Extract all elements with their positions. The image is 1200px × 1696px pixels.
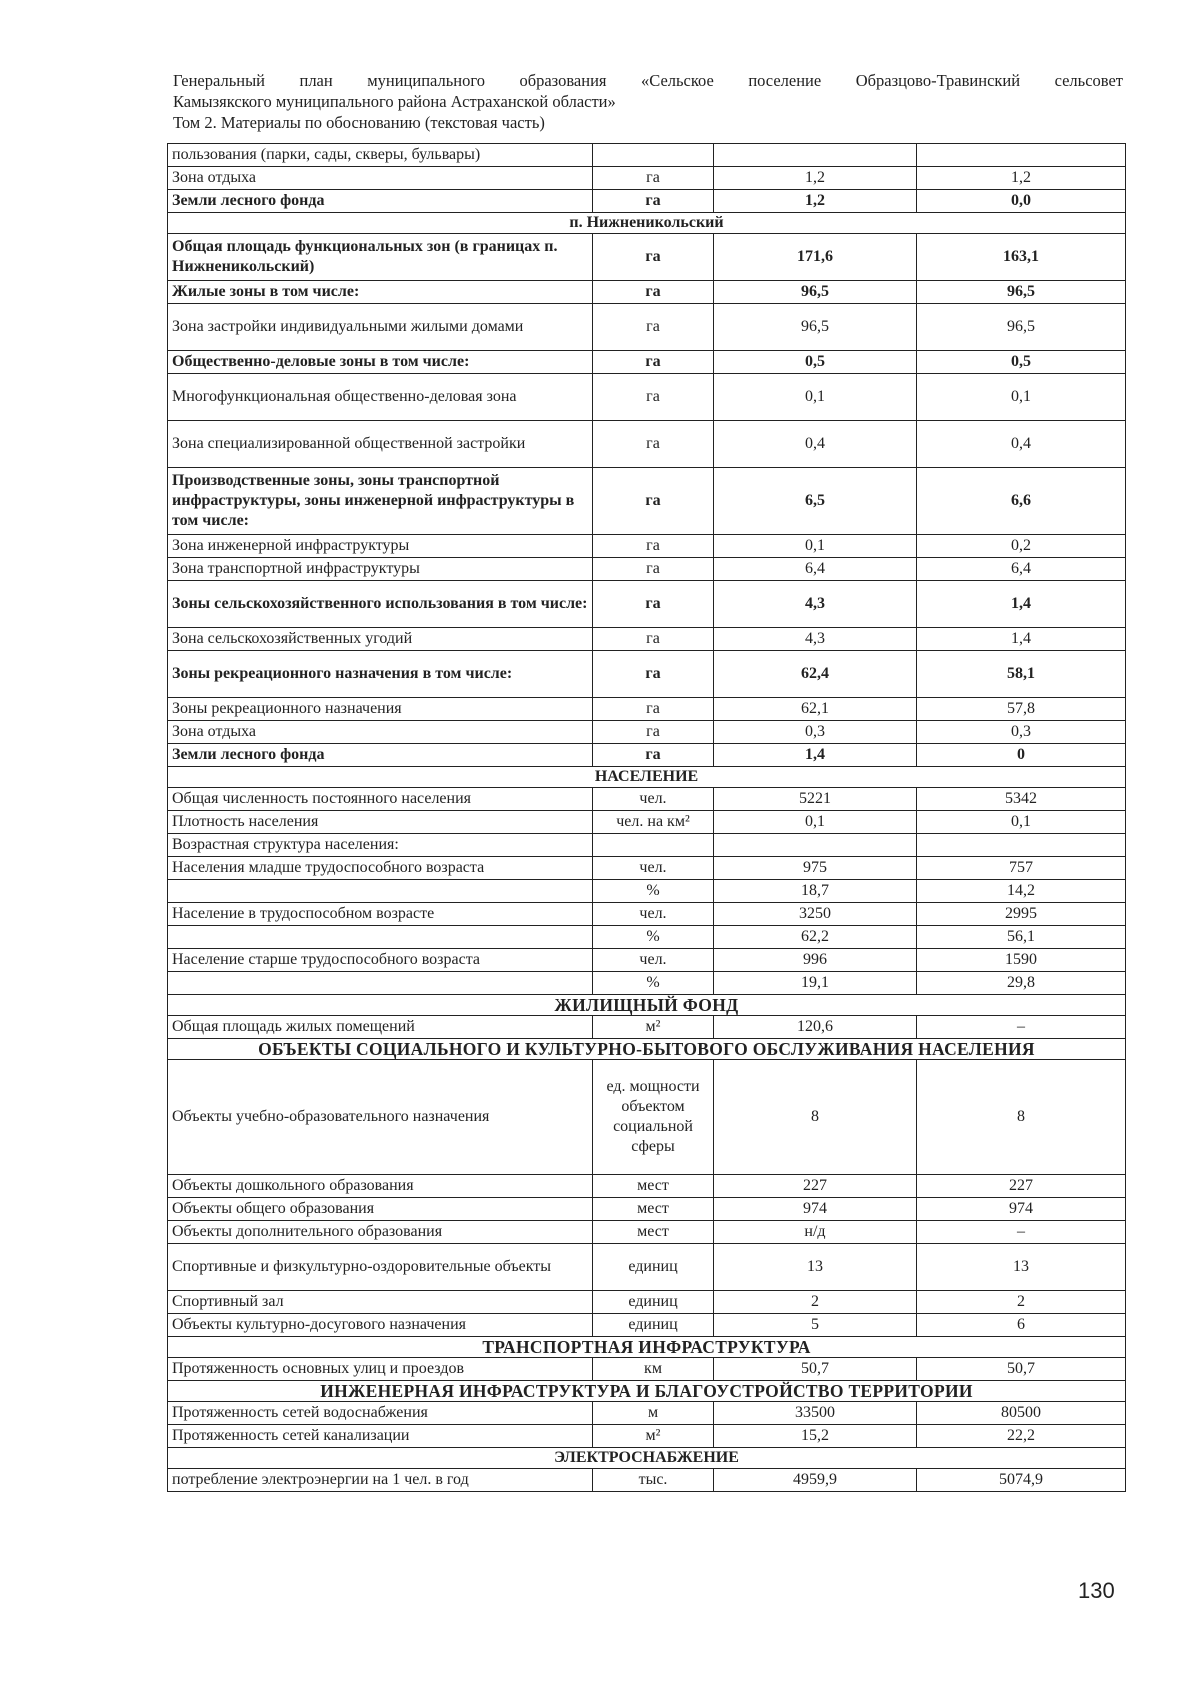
table-row <box>168 1221 1126 1244</box>
value-existing: 62,4 <box>714 651 917 698</box>
value-projected: 1,4 <box>917 628 1126 651</box>
indicator-name: Объекты общего образования <box>168 1198 593 1221</box>
section-title: п. Нижненикольский <box>168 213 1126 234</box>
indicator-name: Зоны рекреационного назначения в том числе: <box>168 651 593 698</box>
value-existing: 0,3 <box>714 721 917 744</box>
indicator-name: Зона специализированной общественной застройки <box>168 421 593 468</box>
table-row <box>168 1291 1126 1314</box>
table-row <box>168 167 1126 190</box>
value-projected: 56,1 <box>917 926 1126 949</box>
unit-of-measure: га <box>593 535 714 558</box>
indicator-name: Протяженность сетей водоснабжения <box>168 1402 593 1425</box>
unit-of-measure: чел. <box>593 903 714 926</box>
value-projected <box>917 144 1126 167</box>
unit-of-measure <box>593 834 714 857</box>
page-number: 130 <box>1078 1578 1115 1603</box>
table-row <box>168 1244 1126 1291</box>
value-projected: 2 <box>917 1291 1126 1314</box>
indicators-table-body <box>168 144 1126 1492</box>
value-existing: 227 <box>714 1175 917 1198</box>
unit-of-measure: % <box>593 926 714 949</box>
value-existing: 96,5 <box>714 304 917 351</box>
unit-of-measure: тыс. <box>593 1469 714 1492</box>
unit-of-measure: га <box>593 744 714 767</box>
table-row <box>168 1425 1126 1448</box>
section-header-row <box>168 213 1126 234</box>
value-existing: 6,4 <box>714 558 917 581</box>
table-row <box>168 304 1126 351</box>
table-row <box>168 857 1126 880</box>
table-row <box>168 281 1126 304</box>
value-projected: 96,5 <box>917 304 1126 351</box>
indicator-name <box>168 926 593 949</box>
indicator-name: Зоны сельскохозяйственного использования в том числе: <box>168 581 593 628</box>
indicator-name: Общая численность постоянного населения <box>168 788 593 811</box>
unit-of-measure: га <box>593 374 714 421</box>
indicator-name: Протяженность основных улиц и проездов <box>168 1358 593 1381</box>
table-row <box>168 949 1126 972</box>
value-existing: 33500 <box>714 1402 917 1425</box>
value-existing: 1,4 <box>714 744 917 767</box>
unit-of-measure: чел. на км² <box>593 811 714 834</box>
value-existing: 120,6 <box>714 1016 917 1039</box>
table-row <box>168 234 1126 281</box>
indicator-name: Земли лесного фонда <box>168 744 593 767</box>
indicator-name: Общая площадь жилых помещений <box>168 1016 593 1039</box>
unit-of-measure: км <box>593 1358 714 1381</box>
indicator-name <box>168 880 593 903</box>
value-projected: 8 <box>917 1060 1126 1175</box>
section-title: ОБЪЕКТЫ СОЦИАЛЬНОГО И КУЛЬТУРНО-БЫТОВОГО ОБСЛУЖИВАНИЯ НАСЕЛЕНИЯ <box>168 1039 1126 1060</box>
value-projected: 96,5 <box>917 281 1126 304</box>
value-projected: 29,8 <box>917 972 1126 995</box>
value-projected: 57,8 <box>917 698 1126 721</box>
indicator-name: Жилые зоны в том числе: <box>168 281 593 304</box>
table-row <box>168 190 1126 213</box>
indicator-name: Население старше трудоспособного возраста <box>168 949 593 972</box>
table-row <box>168 880 1126 903</box>
table-row <box>168 1198 1126 1221</box>
unit-of-measure: га <box>593 234 714 281</box>
value-existing: 0,1 <box>714 374 917 421</box>
value-projected: 974 <box>917 1198 1126 1221</box>
indicator-name: Население в трудоспособном возрасте <box>168 903 593 926</box>
table-row <box>168 744 1126 767</box>
unit-of-measure: м <box>593 1402 714 1425</box>
value-projected: 0,2 <box>917 535 1126 558</box>
table-row <box>168 1402 1126 1425</box>
value-projected <box>917 834 1126 857</box>
unit-of-measure: чел. <box>593 857 714 880</box>
indicator-name: Зоны рекреационного назначения <box>168 698 593 721</box>
value-projected: 6,4 <box>917 558 1126 581</box>
value-projected: 227 <box>917 1175 1126 1198</box>
value-existing: 62,2 <box>714 926 917 949</box>
value-existing: 0,1 <box>714 811 917 834</box>
unit-of-measure: га <box>593 558 714 581</box>
value-existing: 3250 <box>714 903 917 926</box>
indicators-table <box>167 143 1126 1492</box>
value-existing: 13 <box>714 1244 917 1291</box>
value-existing: 2 <box>714 1291 917 1314</box>
unit-of-measure: га <box>593 421 714 468</box>
indicator-name: Земли лесного фонда <box>168 190 593 213</box>
unit-of-measure: чел. <box>593 949 714 972</box>
unit-of-measure: % <box>593 972 714 995</box>
value-existing: 171,6 <box>714 234 917 281</box>
unit-of-measure: га <box>593 581 714 628</box>
document-header <box>173 70 1123 133</box>
value-projected: 5342 <box>917 788 1126 811</box>
value-projected: – <box>917 1016 1126 1039</box>
unit-of-measure: га <box>593 698 714 721</box>
table-row <box>168 1016 1126 1039</box>
header-line-3: Том 2. Материалы по обоснованию (текстовая часть) <box>173 113 545 132</box>
value-projected: 0,3 <box>917 721 1126 744</box>
value-existing: 15,2 <box>714 1425 917 1448</box>
value-projected: 0,5 <box>917 351 1126 374</box>
value-existing: 0,4 <box>714 421 917 468</box>
value-projected: 0,1 <box>917 811 1126 834</box>
unit-of-measure: га <box>593 190 714 213</box>
unit-of-measure: м² <box>593 1016 714 1039</box>
indicator-name: Спортивные и физкультурно-оздоровительные объекты <box>168 1244 593 1291</box>
unit-of-measure: га <box>593 351 714 374</box>
section-title: ТРАНСПОРТНАЯ ИНФРАСТРУКТУРА <box>168 1337 1126 1358</box>
value-projected: 50,7 <box>917 1358 1126 1381</box>
table-row <box>168 651 1126 698</box>
value-projected: 6,6 <box>917 468 1126 535</box>
value-existing: 4,3 <box>714 628 917 651</box>
value-existing: 5221 <box>714 788 917 811</box>
table-row <box>168 628 1126 651</box>
unit-of-measure: мест <box>593 1221 714 1244</box>
table-row <box>168 698 1126 721</box>
section-title: ИНЖЕНЕРНАЯ ИНФРАСТРУКТУРА И БЛАГОУСТРОЙСТВО ТЕРРИТОРИИ <box>168 1381 1126 1402</box>
table-row <box>168 421 1126 468</box>
table-row <box>168 581 1126 628</box>
unit-of-measure: единиц <box>593 1291 714 1314</box>
value-projected: 0,1 <box>917 374 1126 421</box>
table-row <box>168 1469 1126 1492</box>
section-header-row <box>168 1448 1126 1469</box>
table-row <box>168 721 1126 744</box>
value-existing <box>714 144 917 167</box>
unit-of-measure: % <box>593 880 714 903</box>
value-projected: 0,4 <box>917 421 1126 468</box>
table-row <box>168 351 1126 374</box>
value-existing <box>714 834 917 857</box>
value-projected: – <box>917 1221 1126 1244</box>
unit-of-measure: ед. мощности объектом социальной сферы <box>593 1060 714 1175</box>
value-projected: 5074,9 <box>917 1469 1126 1492</box>
unit-of-measure <box>593 144 714 167</box>
value-existing: 19,1 <box>714 972 917 995</box>
table-row <box>168 903 1126 926</box>
table-row <box>168 926 1126 949</box>
value-projected: 6 <box>917 1314 1126 1337</box>
unit-of-measure: чел. <box>593 788 714 811</box>
value-existing: 5 <box>714 1314 917 1337</box>
indicator-name: Зона отдыха <box>168 167 593 190</box>
unit-of-measure: га <box>593 651 714 698</box>
indicator-name: Объекты дополнительного образования <box>168 1221 593 1244</box>
value-projected: 1,4 <box>917 581 1126 628</box>
section-header-row <box>168 1039 1126 1060</box>
unit-of-measure: мест <box>593 1198 714 1221</box>
value-projected: 757 <box>917 857 1126 880</box>
table-row <box>168 1060 1126 1175</box>
indicator-name: Многофункциональная общественно-деловая зона <box>168 374 593 421</box>
value-projected: 13 <box>917 1244 1126 1291</box>
section-header-row <box>168 767 1126 788</box>
unit-of-measure: м² <box>593 1425 714 1448</box>
indicator-name: Зона инженерной инфраструктуры <box>168 535 593 558</box>
value-projected: 0 <box>917 744 1126 767</box>
value-projected: 14,2 <box>917 880 1126 903</box>
section-title: ЖИЛИЩНЫЙ ФОНД <box>168 995 1126 1016</box>
value-existing: 996 <box>714 949 917 972</box>
table-row <box>168 811 1126 834</box>
table-row <box>168 1314 1126 1337</box>
unit-of-measure: единиц <box>593 1314 714 1337</box>
table-row <box>168 558 1126 581</box>
indicator-name: Производственные зоны, зоны транспортной инфраструктуры, зоны инженерной инфраструктуры в том числе: <box>168 468 593 535</box>
value-projected: 163,1 <box>917 234 1126 281</box>
unit-of-measure: га <box>593 167 714 190</box>
value-existing: 0,5 <box>714 351 917 374</box>
table-row <box>168 468 1126 535</box>
section-header-row <box>168 1337 1126 1358</box>
value-existing: н/д <box>714 1221 917 1244</box>
table-row <box>168 788 1126 811</box>
value-existing: 50,7 <box>714 1358 917 1381</box>
value-projected: 0,0 <box>917 190 1126 213</box>
value-projected: 80500 <box>917 1402 1126 1425</box>
value-existing: 18,7 <box>714 880 917 903</box>
indicator-name: Возрастная структура населения: <box>168 834 593 857</box>
table-row <box>168 972 1126 995</box>
value-projected: 1,2 <box>917 167 1126 190</box>
indicator-name <box>168 972 593 995</box>
value-existing: 8 <box>714 1060 917 1175</box>
value-existing: 974 <box>714 1198 917 1221</box>
value-projected: 2995 <box>917 903 1126 926</box>
table-row <box>168 834 1126 857</box>
section-title: ЭЛЕКТРОСНАБЖЕНИЕ <box>168 1448 1126 1469</box>
value-existing: 4,3 <box>714 581 917 628</box>
unit-of-measure: га <box>593 721 714 744</box>
unit-of-measure: га <box>593 628 714 651</box>
indicator-name: потребление электроэнергии на 1 чел. в год <box>168 1469 593 1492</box>
table-row <box>168 1358 1126 1381</box>
indicator-name: Плотность населения <box>168 811 593 834</box>
value-projected: 58,1 <box>917 651 1126 698</box>
indicator-name: Объекты учебно-образовательного назначения <box>168 1060 593 1175</box>
section-header-row <box>168 1381 1126 1402</box>
value-existing: 1,2 <box>714 167 917 190</box>
value-existing: 6,5 <box>714 468 917 535</box>
value-existing: 1,2 <box>714 190 917 213</box>
indicator-name: Зона транспортной инфраструктуры <box>168 558 593 581</box>
value-projected: 22,2 <box>917 1425 1126 1448</box>
value-existing: 0,1 <box>714 535 917 558</box>
indicator-name: Общественно-деловые зоны в том числе: <box>168 351 593 374</box>
value-existing: 4959,9 <box>714 1469 917 1492</box>
indicator-name: Спортивный зал <box>168 1291 593 1314</box>
indicator-name: пользования (парки, сады, скверы, бульвары) <box>168 144 593 167</box>
indicator-name: Протяженность сетей канализации <box>168 1425 593 1448</box>
indicator-name: Объекты культурно-досугового назначения <box>168 1314 593 1337</box>
indicator-name: Объекты дошкольного образования <box>168 1175 593 1198</box>
indicator-name: Зона застройки индивидуальными жилыми домами <box>168 304 593 351</box>
section-title: НАСЕЛЕНИЕ <box>168 767 1126 788</box>
value-existing: 96,5 <box>714 281 917 304</box>
table-row <box>168 1175 1126 1198</box>
unit-of-measure: единиц <box>593 1244 714 1291</box>
indicator-name: Общая площадь функциональных зон (в границах п. Нижненикольский) <box>168 234 593 281</box>
indicator-name: Зона отдыха <box>168 721 593 744</box>
unit-of-measure: га <box>593 281 714 304</box>
unit-of-measure: мест <box>593 1175 714 1198</box>
section-header-row <box>168 995 1126 1016</box>
table-row <box>168 535 1126 558</box>
indicator-name: Населения младше трудоспособного возраста <box>168 857 593 880</box>
value-existing: 62,1 <box>714 698 917 721</box>
unit-of-measure: га <box>593 468 714 535</box>
header-line-2: Камызякского муниципального района Астраханской области» <box>173 92 616 111</box>
header-line-1: Генеральный план муниципального образования «Сельское поселение Образцово-Травинский сельсовет <box>173 71 1123 90</box>
table-row <box>168 374 1126 421</box>
value-existing: 975 <box>714 857 917 880</box>
table-row <box>168 144 1126 167</box>
unit-of-measure: га <box>593 304 714 351</box>
value-projected: 1590 <box>917 949 1126 972</box>
indicator-name: Зона сельскохозяйственных угодий <box>168 628 593 651</box>
